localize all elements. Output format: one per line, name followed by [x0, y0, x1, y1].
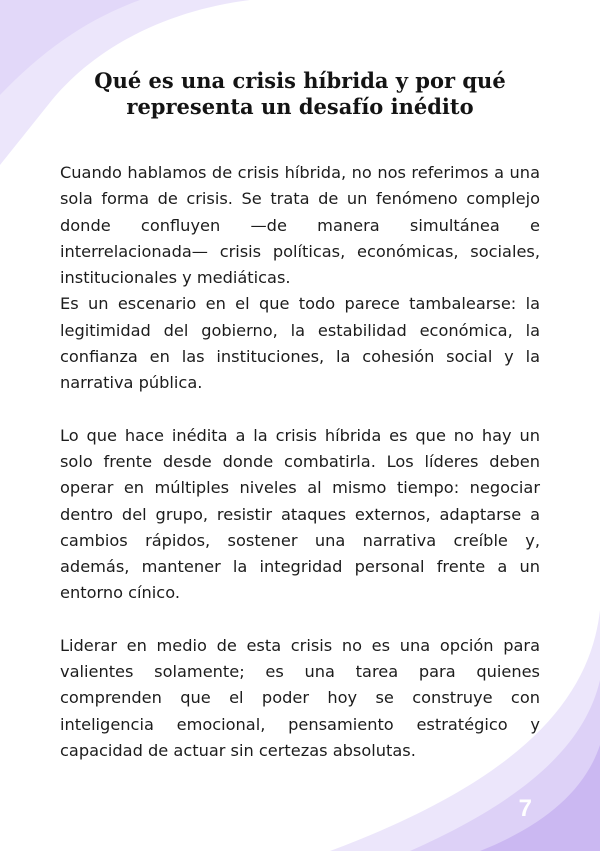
paragraph-2: Es un escenario en el que todo parece tambalearse: la legitimidad del gobierno, la estabilidad económica, la confianza en las instituciones, la cohesión social y la narrativa pública. [60, 294, 540, 393]
page-number: 7 [518, 795, 532, 822]
body-text [60, 160, 540, 764]
page-title: Qué es una crisis híbrida y por qué representa un desafío inédito [94, 68, 506, 119]
paragraph-1: Cuando hablamos de crisis híbrida, no nos referimos a una sola forma de crisis. Se trata de un fenómeno complejo donde confluyen —de manera simultánea e interrelacionada— crisis políticas, económicas, sociales, institucionales y mediáticas. [60, 163, 540, 288]
paragraph-3: Lo que hace inédita a la crisis híbrida es que no hay un solo frente desde donde combatirla. Los líderes deben operar en múltiples niveles al mismo tiempo: negociar dentro del grupo, resistir ataques externos, adaptarse a cambios rápidos, sostener una narrativa creíble y, además, mantener la integridad personal frente a un entorno cínico. [60, 425, 540, 603]
paragraph-4: Liderar en medio de esta crisis no es una opción para valientes solamente; es una tarea para quienes comprenden que el poder hoy se construye con inteligencia emocional, pensamiento estratégico y capacidad de actuar sin certezas absolutas. [60, 635, 540, 760]
